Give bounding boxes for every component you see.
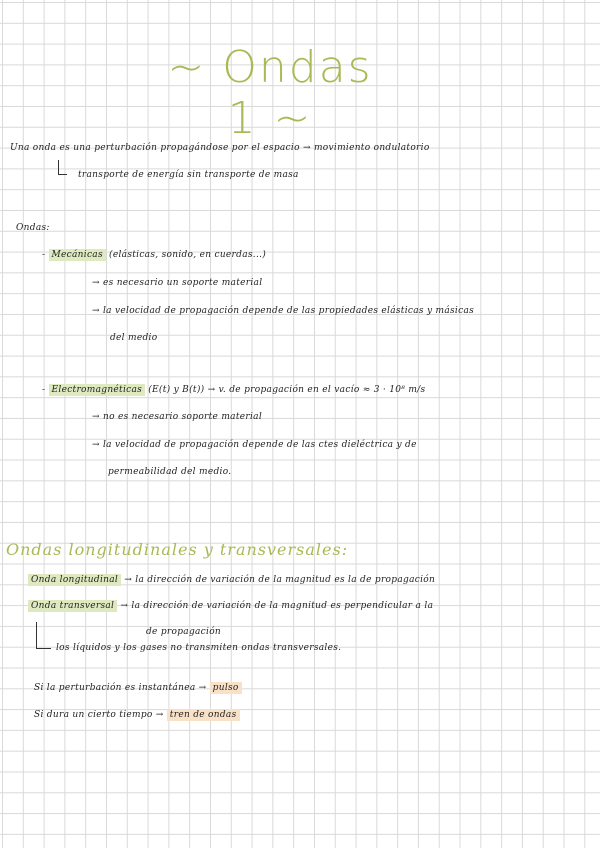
mecanicas-bullet-2: → la velocidad de propagación depende de las propiedades elásticas y másicas <box>92 306 475 316</box>
arrow-hook-icon <box>36 622 51 649</box>
transversal-cont: de propagación <box>146 627 222 637</box>
longitudinal-line <box>28 575 435 585</box>
ondas-heading: Ondas: <box>16 223 50 233</box>
intro-line-2: transporte de energía sin transporte de masa <box>78 170 299 180</box>
page-title: ~ Ondas 1 ~ <box>167 42 373 144</box>
transversal-text: → la dirección de variación de la magnitud es perpendicular a la <box>120 601 434 611</box>
transversal-label: Onda transversal <box>28 600 117 612</box>
section-title: Ondas longitudinales y transversales: <box>6 540 349 559</box>
transversal-note: los líquidos y los gases no transmiten ondas transversales. <box>56 643 342 653</box>
electromagneticas-label: Electromagnéticas <box>49 384 146 396</box>
transversal-line <box>28 601 433 611</box>
mecanicas-bullet-2-cont: del medio <box>110 333 158 343</box>
electromagneticas-bullet-1: → no es necesario soporte material <box>92 412 263 422</box>
mecanicas-bullet-1: → es necesario un soporte material <box>92 278 263 288</box>
electromagneticas-bullet-2: → la velocidad de propagación depende de las ctes dieléctrica y de <box>92 440 417 450</box>
mecanicas-label: Mecánicas <box>49 249 106 261</box>
electromagneticas-line: - Electromagnéticas (E(t) y B(t)) → v. de propagación en el vacío ≈ 3 · 10⁸ m/s <box>42 385 426 395</box>
pulso-text: Si la perturbación es instantánea → <box>34 683 207 693</box>
electromagneticas-bullet-2-cont: permeabilidad del medio. <box>108 467 232 477</box>
longitudinal-text: → la dirección de variación de la magnitud es la de propagación <box>124 575 436 585</box>
electromagneticas-desc: (E(t) y B(t)) → v. de propagación en el vacío ≈ 3 · 10⁸ m/s <box>148 385 426 395</box>
mecanicas-line: - Mecánicas (elásticas, sonido, en cuerdas...) <box>42 250 267 260</box>
tren-text: Si dura un cierto tiempo → <box>34 710 164 720</box>
pulso-line <box>34 683 242 693</box>
arrow-hook-icon <box>58 160 67 175</box>
mecanicas-desc: (elásticas, sonido, en cuerdas...) <box>109 250 267 260</box>
tren-line <box>34 710 240 720</box>
intro-line-1: Una onda es una perturbación propagándose por el espacio → movimiento ondulatorio <box>10 143 430 153</box>
tren-label: tren de ondas <box>167 709 240 721</box>
longitudinal-label: Onda longitudinal <box>28 574 121 586</box>
pulso-label: pulso <box>210 682 242 694</box>
